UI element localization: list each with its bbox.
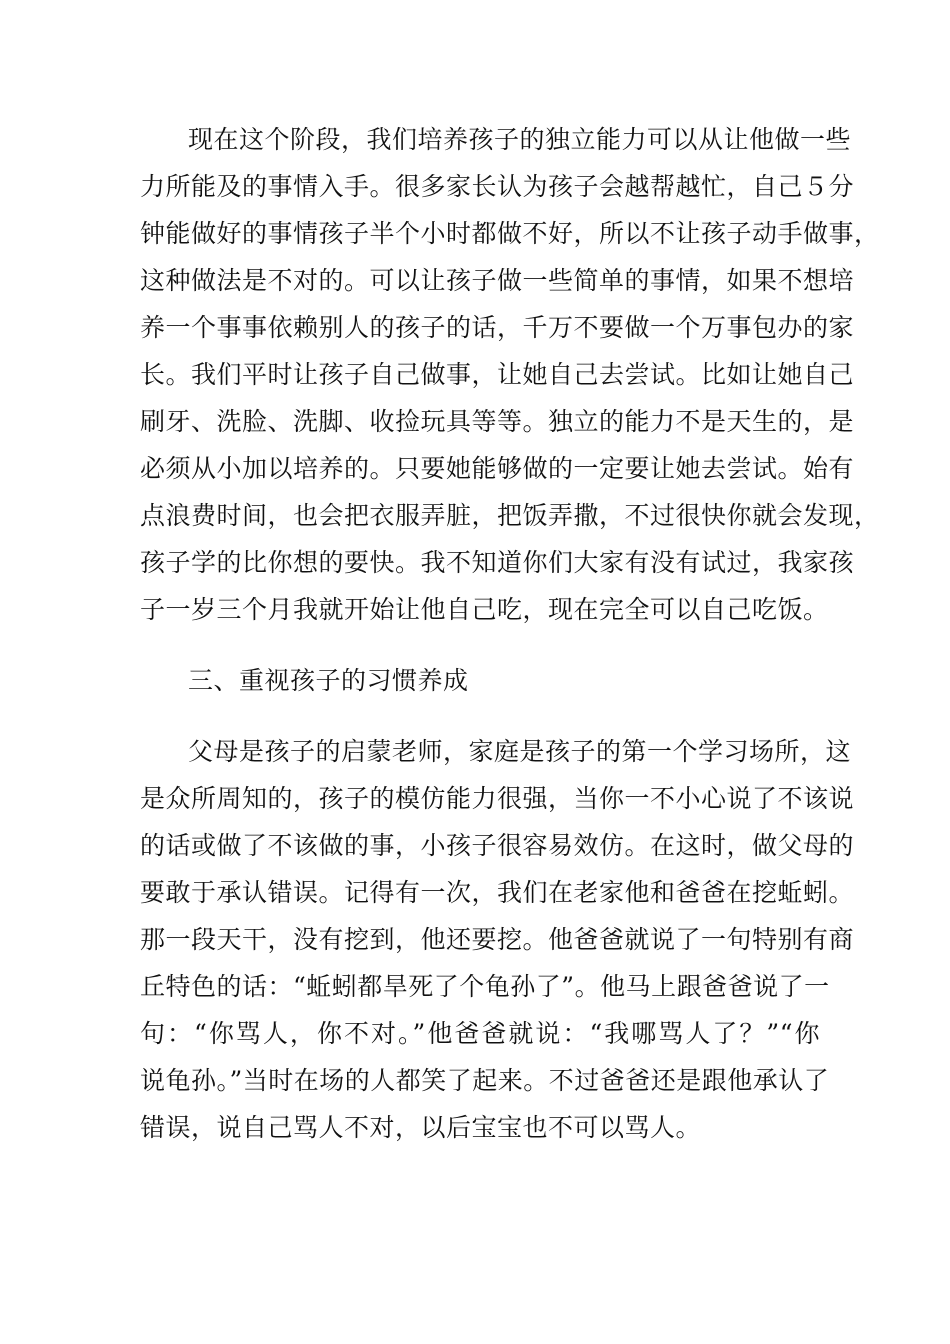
paragraph-1-line-5: 养一个事事依赖别人的孩子的话，千万不要做一个万事包办的家 <box>140 313 855 342</box>
paragraph-2-line-4: 要敢于承认错误。记得有一次，我们在老家他和爸爸在挖蚯蚓。 <box>140 878 855 907</box>
paragraph-1-line-1: 现在这个阶段，我们培养孩子的独立能力可以从让他做一些 <box>188 125 852 154</box>
paragraph-1-line-9: 点浪费时间，也会把衣服弄脏，把饭弄撒，不过很快你就会发现， <box>140 501 880 530</box>
paragraph-1-line-6: 长。我们平时让孩子自己做事，让她自己去尝试。比如让她自己 <box>140 360 855 389</box>
paragraph-2-line-8: 说龟孙。”当时在场的人都笑了起来。不过爸爸还是跟他承认了 <box>140 1066 830 1095</box>
paragraph-1-line-8: 必须从小加以培养的。只要她能够做的一定要让她去尝试。始有 <box>140 454 855 483</box>
paragraph-2-line-1: 父母是孩子的启蒙老师，家庭是孩子的第一个学习场所，这 <box>188 737 852 766</box>
paragraph-1-line-3: 钟能做好的事情孩子半个小时都做不好，所以不让孩子动手做事， <box>140 219 880 248</box>
paragraph-2-line-9: 错误，说自己骂人不对，以后宝宝也不可以骂人。 <box>140 1113 702 1142</box>
paragraph-2-line-3: 的话或做了不该做的事，小孩子很容易效仿。在这时，做父母的 <box>140 831 855 860</box>
paragraph-1-line-7: 刷牙、洗脸、洗脚、收捡玩具等等。独立的能力不是天生的，是 <box>140 407 855 436</box>
paragraph-1-line-4: 这种做法是不对的。可以让孩子做一些简单的事情，如果不想培 <box>140 266 855 295</box>
paragraph-2-line-6: 丘特色的话：“蚯蚓都旱死了个龟孙了”。他马上跟爸爸说了一 <box>140 972 830 1001</box>
paragraph-1-line-10: 孩子学的比你想的要快。我不知道你们大家有没有试过，我家孩 <box>140 548 855 577</box>
paragraph-1-line-11: 子一岁三个月我就开始让他自己吃，现在完全可以自己吃饭。 <box>140 595 829 624</box>
paragraph-2-line-7: 句：“你骂人，你不对。”他爸爸就说：“我哪骂人了？”“你 <box>140 1019 820 1048</box>
paragraph-2-line-2: 是众所周知的，孩子的模仿能力很强，当你一不小心说了不该说 <box>140 784 855 813</box>
paragraph-1-line-2: 力所能及的事情入手。很多家长认为孩子会越帮越忙，自己５分 <box>140 172 855 201</box>
section-heading: 三、重视孩子的习惯养成 <box>188 666 469 695</box>
paragraph-2-line-5: 那一段天干，没有挖到，他还要挖。他爸爸就说了一句特别有商 <box>140 925 855 954</box>
